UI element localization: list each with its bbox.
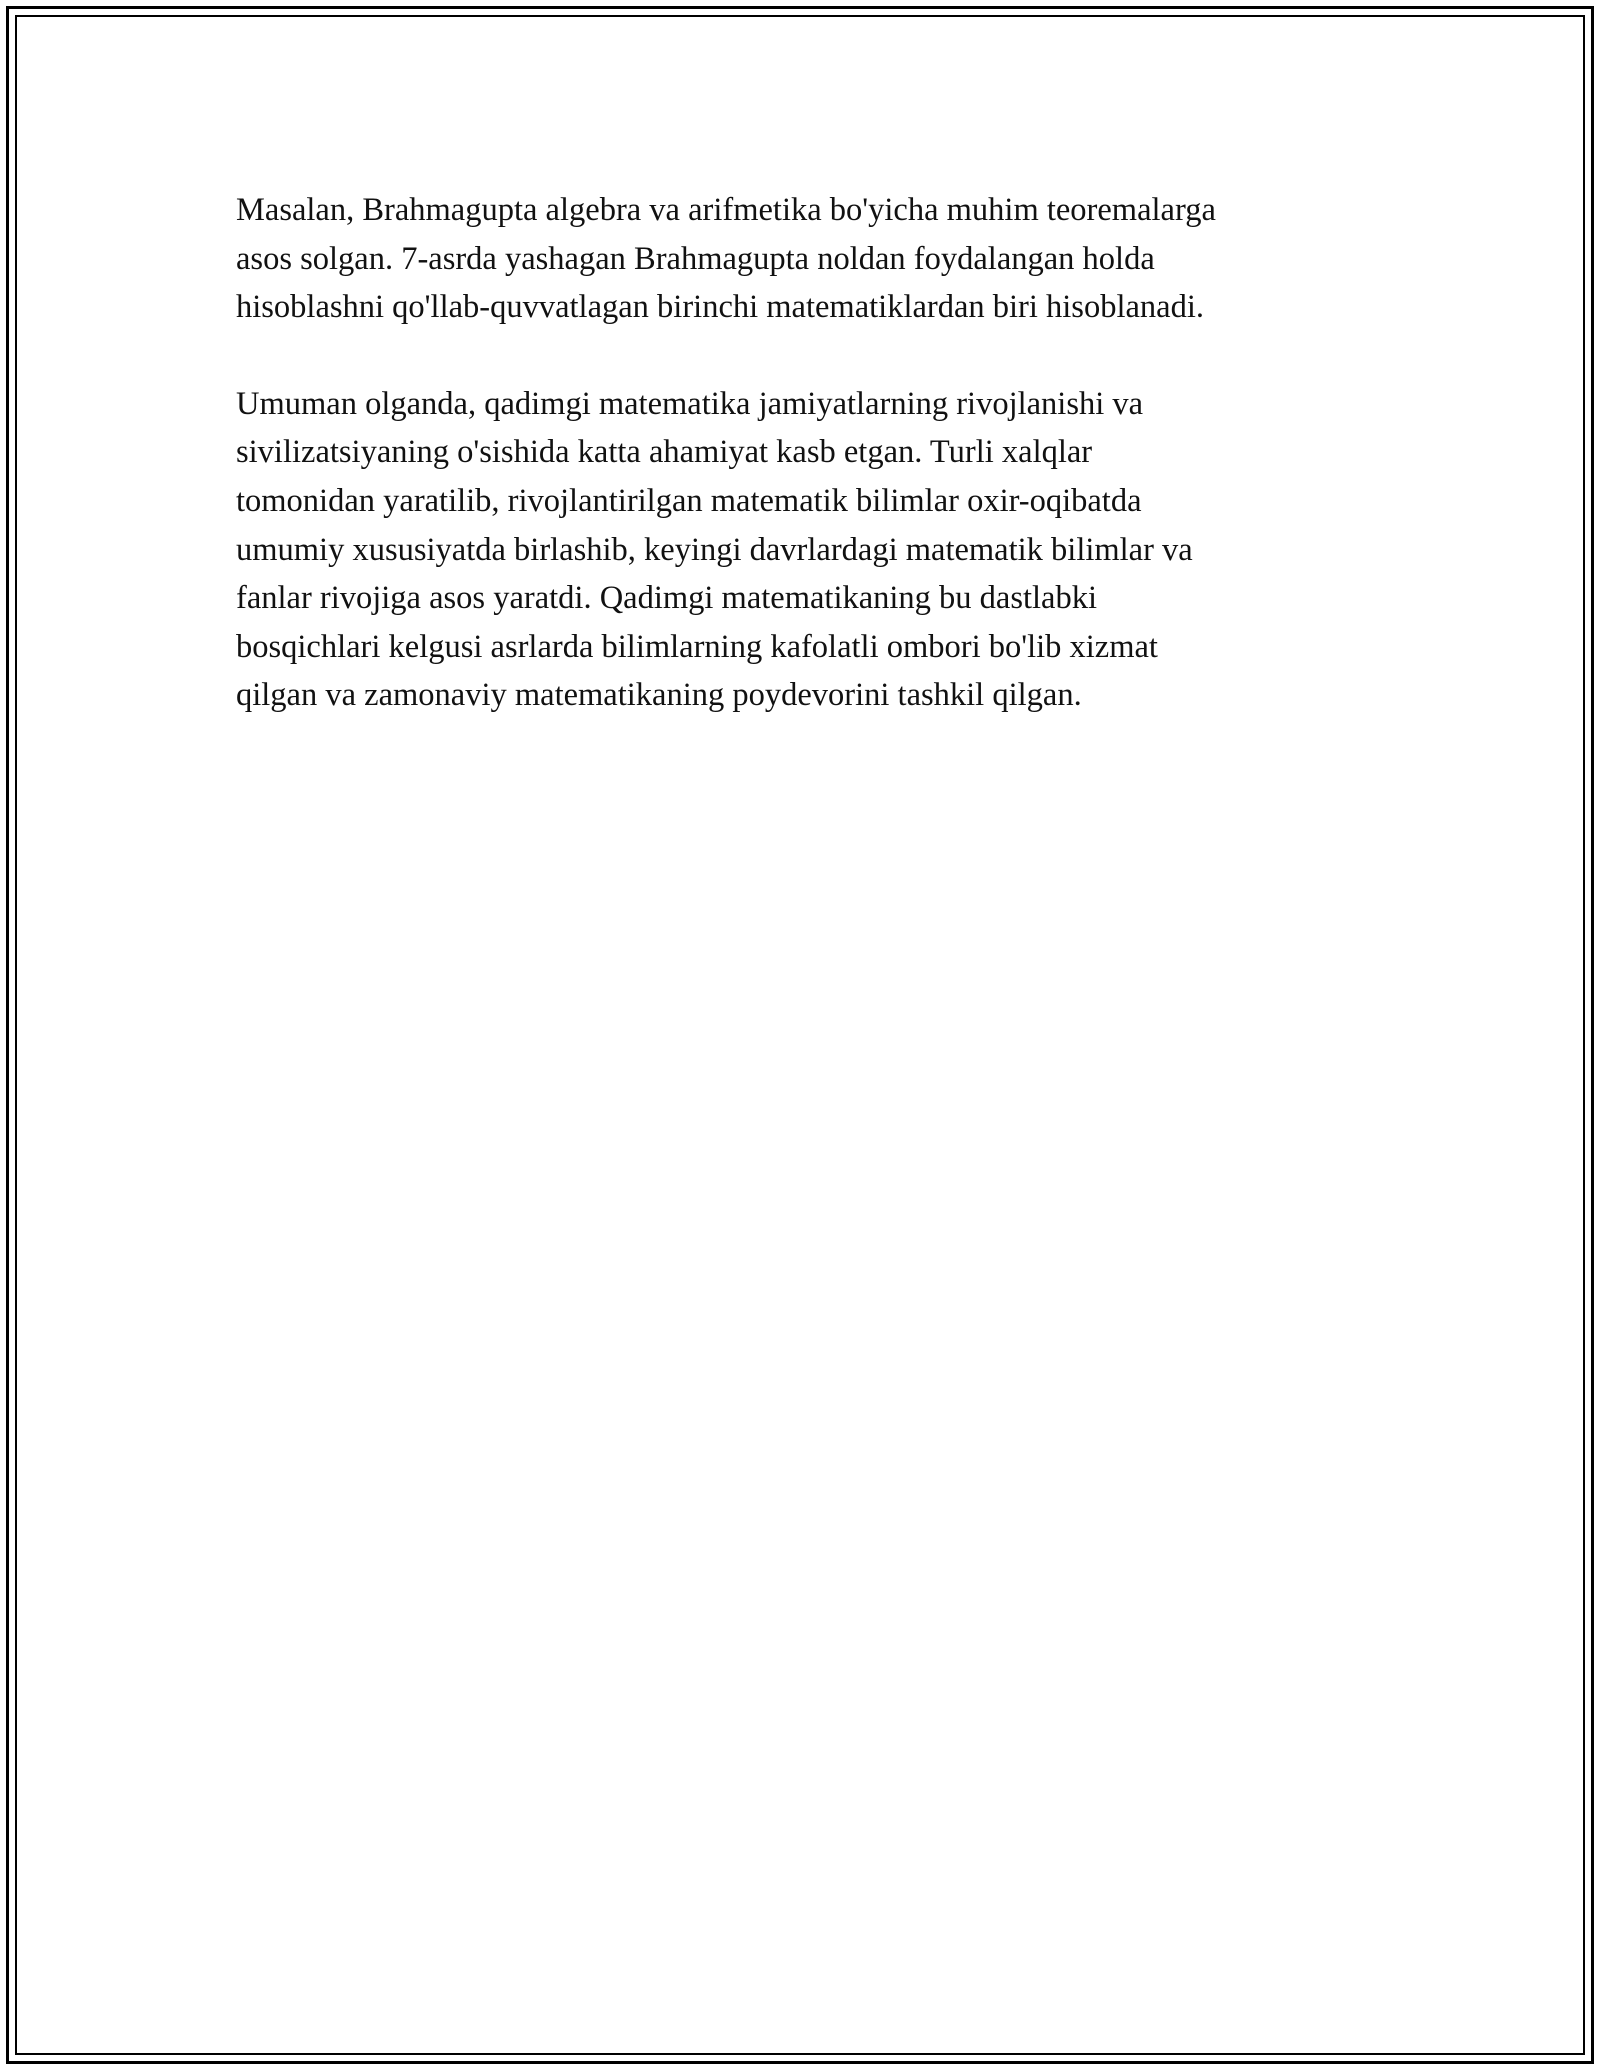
paragraph-brahmagupta: Masalan, Brahmagupta algebra va arifmetika bo'yicha muhim teoremalarga asos solgan. 7-asrda yashagan Brahmagupta noldan foydalangan holda hisoblashni qo'llab-quvvatlagan birinchi matematiklardan biri hisoblanadi. <box>236 192 1216 326</box>
document-body <box>236 186 1366 768</box>
paragraph-conclusion: Umuman olganda, qadimgi matematika jamiyatlarning rivojlanishi va sivilizatsiyaning o'sishida katta ahamiyat kasb etgan. Turli xalqlar tomonidan yaratilib, rivojlantirilgan matematik bilimlar oxir-oqibatda umumiy xususiyatda birlashib, keyingi davrlardagi matematik bilimlar va fanlar rivojiga asos yaratdi. Qadimgi matematikaning bu dastlabki bosqichlari kelgusi asrlarda bilimlarning kafolatli ombori bo'lib xizmat qilgan va zamonaviy matematikaning poydevorini tashkil qilgan. <box>236 385 1193 714</box>
